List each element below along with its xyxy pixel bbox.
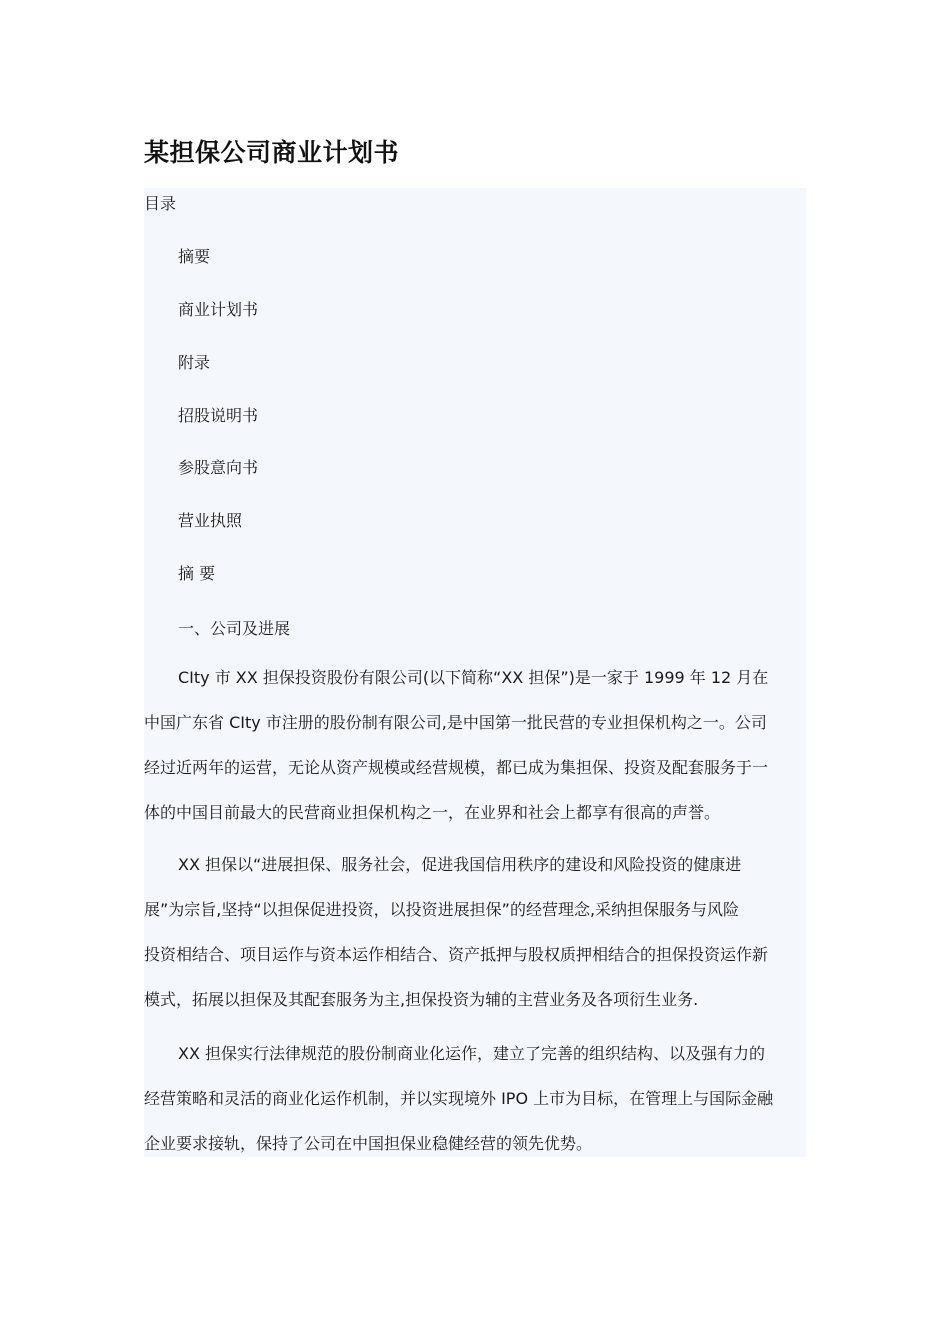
summary-heading: 摘 要 <box>178 564 216 583</box>
paragraph-line: 经过近两年的运营，无论从资产规模或经营规模，都已成为集担保、投资及配套服务于一 <box>144 758 769 777</box>
paragraph-line: 投资相结合、项目运作与资本运作相结合、资产抵押与股权质押相结合的担保投资运作新 <box>144 945 769 964</box>
toc-item-business-plan: 商业计划书 <box>178 300 259 319</box>
paragraph-line: 展”为宗旨,坚持“以担保促进投资，以投资进展担保”的经营理念,采纳担保服务与风险 <box>144 900 740 919</box>
paragraph-line: 模式，拓展以担保及其配套服务为主,担保投资为辅的主营业务及各项衍生业务. <box>144 990 699 1009</box>
toc-item-summary: 摘要 <box>178 247 211 266</box>
paragraph-line: 企业要求接轨，保持了公司在中国担保业稳健经营的领先优势。 <box>144 1134 593 1153</box>
section-heading-company: 一、公司及进展 <box>178 619 291 638</box>
toc-item-business-license: 营业执照 <box>178 511 243 530</box>
paragraph-line: 体的中国目前最大的民营商业担保机构之一，在业界和社会上都享有很高的声誉。 <box>144 803 721 822</box>
paragraph-line: XX 担保以“进展担保、服务社会，促进我国信用秩序的建设和风险投资的健康进 <box>178 855 742 874</box>
toc-item-prospectus: 招股说明书 <box>178 406 259 425</box>
paragraph-line: 经营策略和灵活的商业化运作机制，并以实现境外 IPO 上市为目标，在管理上与国际金融 <box>144 1089 774 1108</box>
toc-item-appendix: 附录 <box>178 353 211 372</box>
paragraph-line: CIty 市 XX 担保投资股份有限公司(以下简称“XX 担保”)是一家于 1999 年 12 月在 <box>178 668 769 687</box>
toc-item-letter-of-intent: 参股意向书 <box>178 458 259 477</box>
paragraph-line: 中国广东省 CIty 市注册的股份制有限公司,是中国第一批民营的专业担保机构之一。公司 <box>144 713 767 732</box>
document-title: 某担保公司商业计划书 <box>144 138 400 167</box>
toc-heading: 目录 <box>144 194 177 213</box>
paragraph-line: XX 担保实行法律规范的股份制商业化运作，建立了完善的组织结构、以及强有力的 <box>178 1044 766 1063</box>
